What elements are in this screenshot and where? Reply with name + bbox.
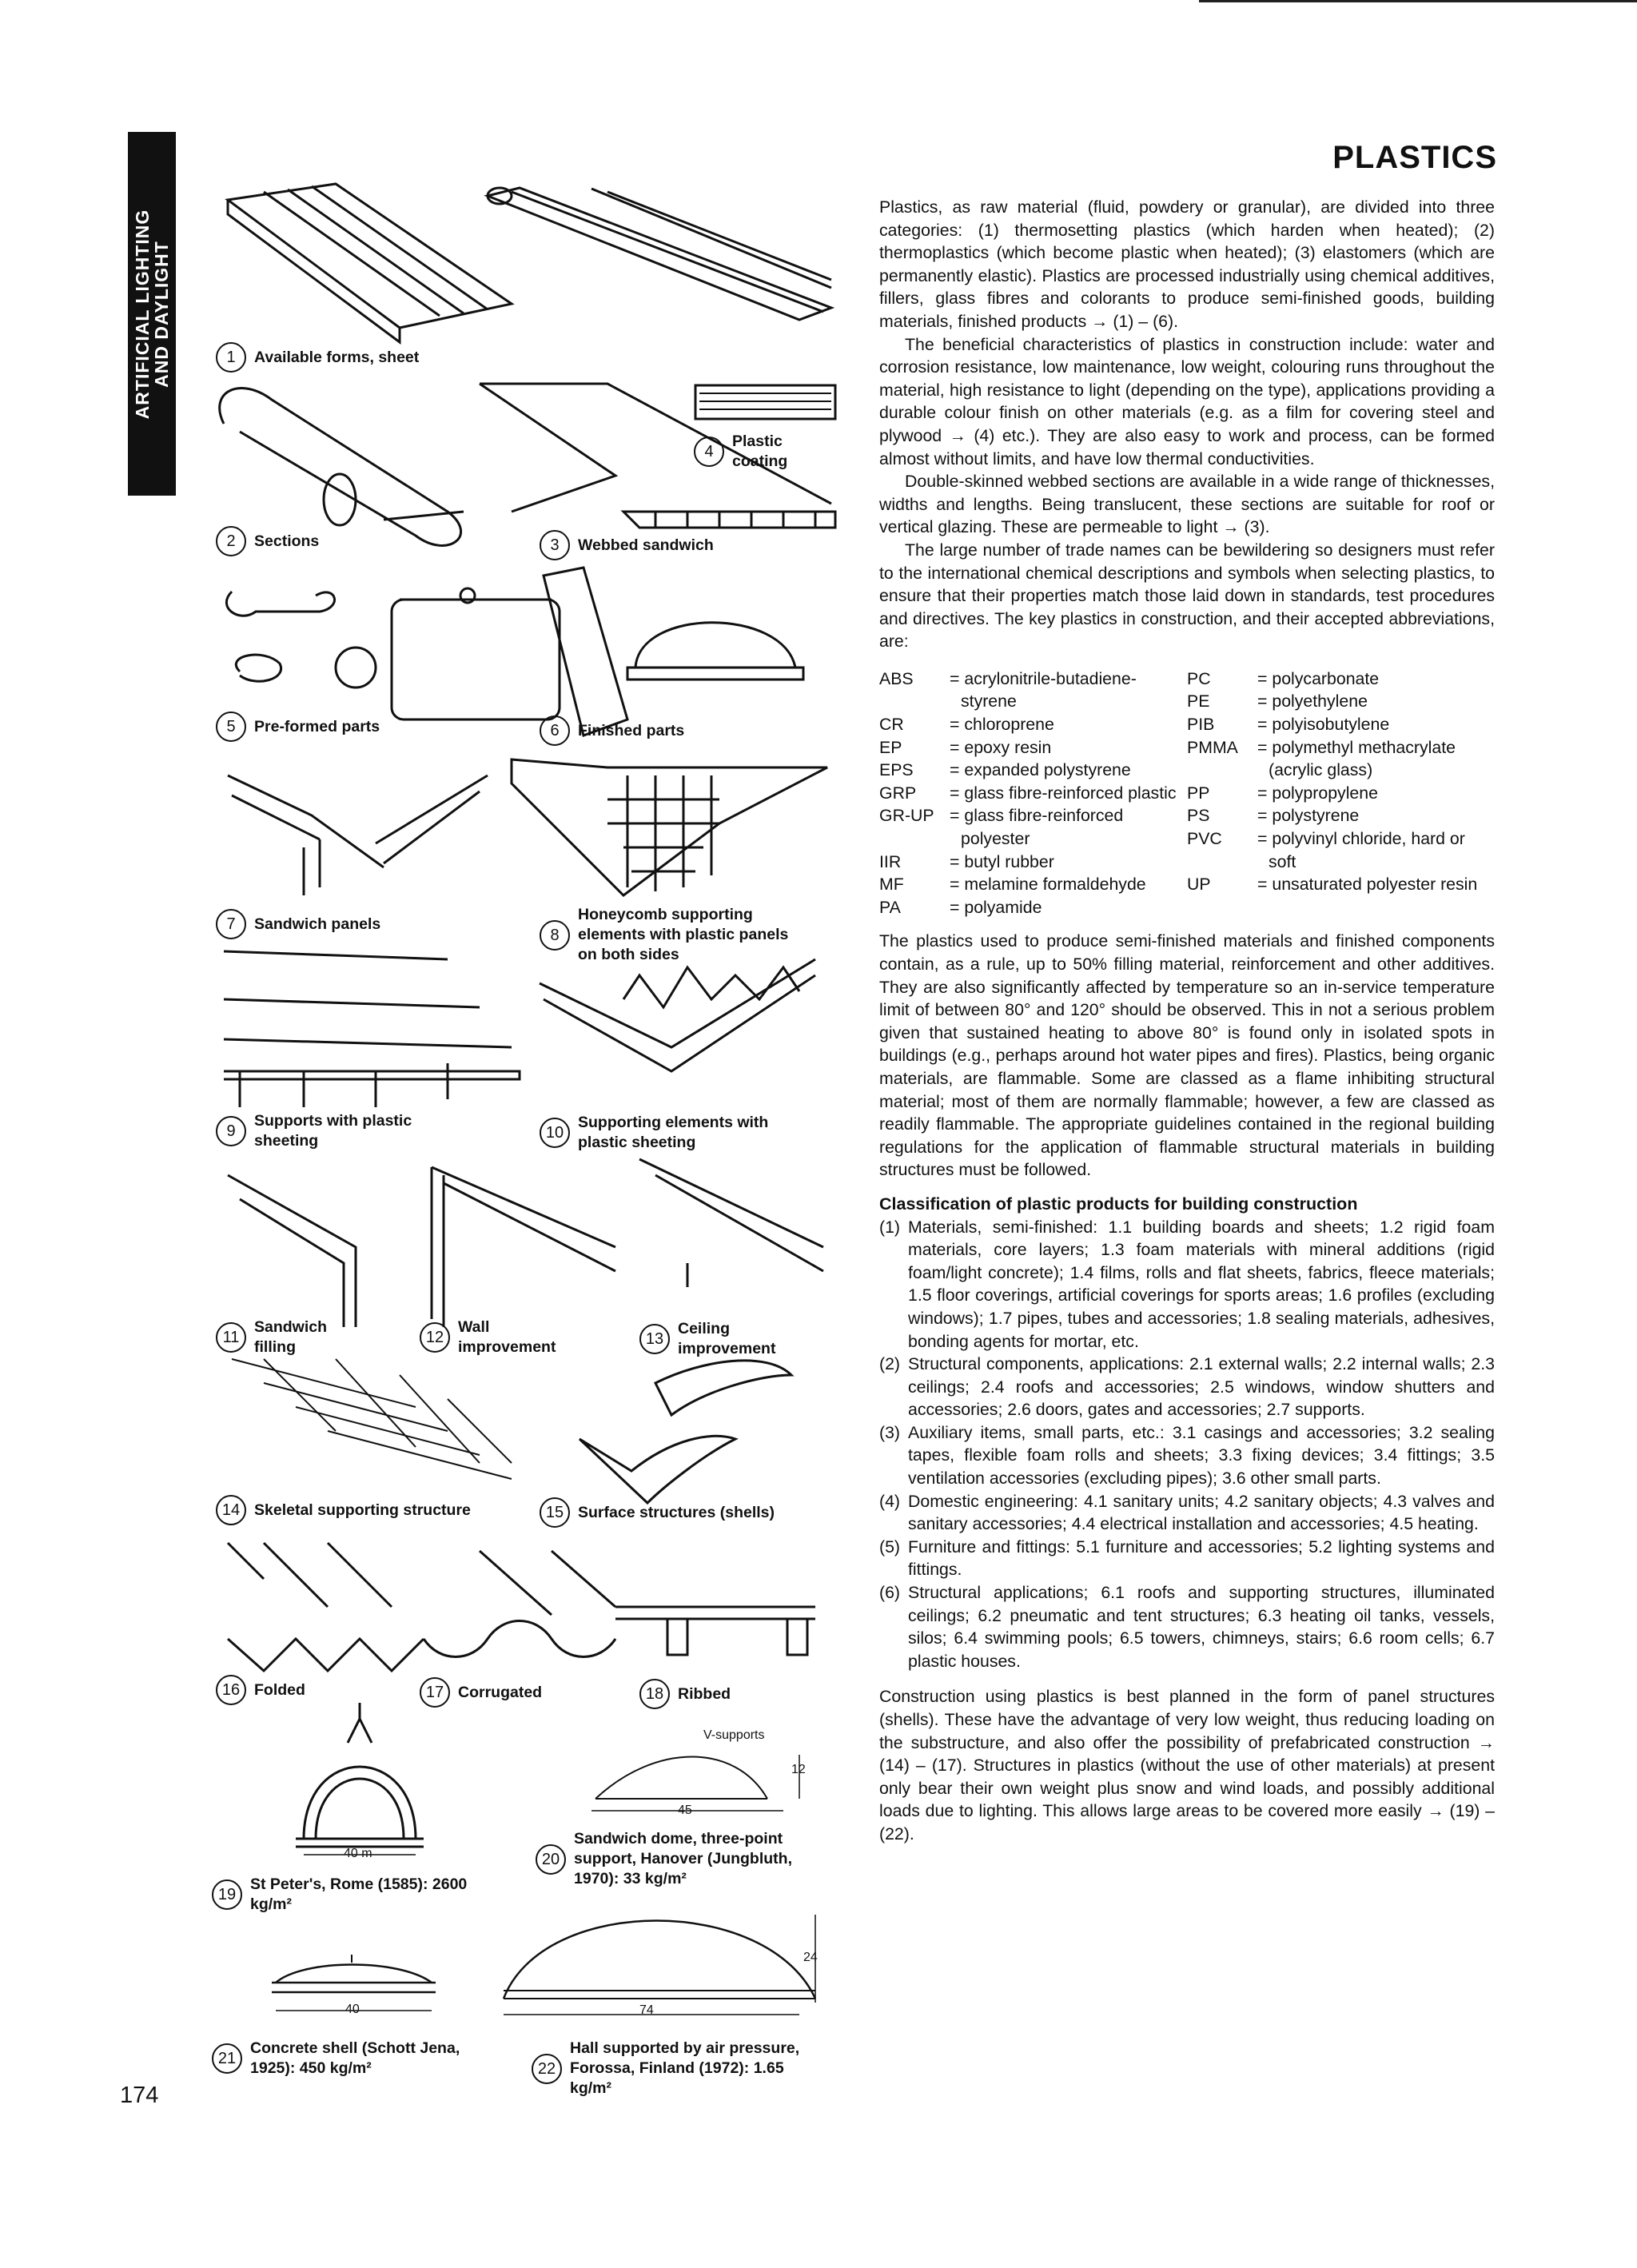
classification-number: (2) [879, 1354, 901, 1374]
page-title: PLASTICS [1332, 140, 1497, 175]
abbreviation-code: PMMA [1187, 737, 1238, 757]
fig21-caption [212, 2039, 506, 2079]
fig16-caption [216, 1675, 305, 1705]
fig13-label: Ceiling improvement [678, 1320, 776, 1357]
classification-list [879, 1216, 1495, 1673]
fig10-number: 10 [540, 1118, 570, 1148]
fig10-label: Supporting elements with plastic sheeting [578, 1114, 769, 1151]
abbr-right-row [1187, 804, 1495, 827]
fig3-caption [540, 530, 714, 560]
fig13-number: 13 [639, 1324, 670, 1354]
fig17-label: Corrugated [458, 1683, 543, 1701]
abbreviation-code: PA [879, 897, 901, 917]
fig20-caption [536, 1829, 798, 1889]
abbr-left-row [879, 782, 1187, 805]
abbreviations-left [879, 668, 1187, 919]
fig8-caption [540, 905, 794, 965]
fig22-caption [532, 2039, 810, 2099]
fig9-label: Supports with plastic sheeting [254, 1112, 412, 1150]
abbreviation-code: PE [1187, 692, 1210, 711]
fig12-number: 12 [420, 1322, 450, 1353]
fig22-label: Hall supported by air pressure, Forossa, Finland (1972): 1.65 kg/m² [570, 2039, 800, 2097]
abbreviation-meaning: = polyethylene [1257, 692, 1368, 711]
intro-para-2: The beneficial characteristics of plastics in construction include: water and corrosion resistance, low maintenance, low weight, colouring runs throughout the material, high resistance to light (depending on the type), applications providing a durable colour finish on other materials (e.g. as a film for covering steel and plywood → (4) etc.). They are also easy to work and process, can be formed almost without limits, and have low thermal conductivities. [879, 334, 1495, 468]
fig20-dome-drawing [591, 1755, 799, 1811]
classification-item [879, 1536, 1495, 1581]
intro-para-3: Double-skinned webbed sections are available in a wide range of thicknesses, widths and lengths. Being translucent, these sections are suitable for roof or vertical glazing. These are permeable to light → (3). [879, 472, 1495, 537]
abbreviation-code: PVC [1187, 829, 1222, 849]
abbr-right-row [1187, 668, 1495, 691]
fig7-label: Sandwich panels [254, 915, 381, 933]
classification-item [879, 1421, 1495, 1490]
abbreviation-code: PP [1187, 783, 1210, 803]
abbreviation-meaning: = polymethyl methacrylate (acrylic glass) [1257, 737, 1456, 780]
fig7-sandwich-panels-drawing [228, 775, 488, 895]
abbreviation-code: UP [1187, 875, 1211, 895]
classification-text: Furniture and fittings: 5.1 furniture and accessories; 5.2 lighting systems and fittings. [908, 1537, 1495, 1580]
abbreviation-code: ABS [879, 668, 914, 688]
fig19-number: 19 [212, 1879, 242, 1910]
abbreviation-code: CR [879, 715, 904, 735]
top-rule [1199, 0, 1637, 2]
abbr-left-row [879, 759, 1187, 782]
fig22-hall-drawing [504, 1915, 815, 2015]
final-para: Construction using plastics is best planned in the form of panel structures (shells). These have the advantage of very low weight, thus reducing loading on the substructure, and also offer the possibility of prefabricated construction → (14) – (17). Structures in plastics (without the use of other materials) at present only bear their own weight plus snow and wind loads, and possibly additional loads due to lighting. This allows large areas to be covered more easily → (19) – (22). [879, 1687, 1495, 1843]
abbr-left-row [879, 668, 1187, 713]
abbreviation-code: PC [1187, 668, 1211, 688]
abbreviation-code: GR-UP [879, 806, 934, 826]
fig9-caption [216, 1111, 430, 1151]
classification-number: (1) [879, 1217, 901, 1237]
fig20-span-dim: 45 [678, 1804, 692, 1817]
fig22-span-dim: 74 [639, 2003, 654, 2017]
fig1-caption [216, 342, 419, 373]
fig1-sheet-drawing [228, 184, 831, 342]
fig9-number: 9 [216, 1116, 246, 1146]
abbr-left-row [879, 896, 1187, 919]
abbreviation-meaning: = polycarbonate [1257, 668, 1380, 688]
abbreviation-meaning: = glass fibre-reinforced polyester [950, 806, 1124, 849]
fig8-honeycomb-drawing [512, 759, 827, 895]
fig21-number: 21 [212, 2043, 242, 2074]
classification-item [879, 1581, 1495, 1672]
fig11-label: Sandwich filling [254, 1318, 328, 1356]
fig22-height-dim: 24 [803, 1951, 818, 1964]
abbreviation-meaning: = expanded polystyrene [950, 760, 1131, 780]
abbreviations-right [1187, 668, 1495, 919]
fig20-label: Sandwich dome, three-point support, Hanover (Jungbluth, 1970): 33 kg/m² [574, 1830, 792, 1887]
abbreviation-meaning: = melamine formaldehyde [950, 875, 1146, 895]
abbreviation-meaning: = polyamide [950, 897, 1042, 917]
fig14-caption [216, 1495, 471, 1525]
abbr-left-row [879, 851, 1187, 874]
section-tab-line1: ARTIFICIAL LIGHTING [132, 209, 153, 420]
fig19-dome-drawing [296, 1703, 424, 1855]
abbreviation-meaning: = polyvinyl chloride, hard or soft [1257, 829, 1465, 871]
classification-text: Materials, semi-finished: 1.1 building boards and sheets; 1.2 rigid foam materials, core layers; 1.3 foam materials with mineral additions (rigid foam/light concrete); 1.4 films, rolls and flat sheets, fabrics, fleece materials; 1.5 floor coverings, artificial coverings for sports areas; 1.6 profiles (excluding windows); 1.7 pipes, tubes and accessories; 1.8 sealing materials, adhesives, bonding agents for mortar, etc. [908, 1217, 1495, 1351]
fig4-caption [694, 432, 804, 472]
abbreviation-code: GRP [879, 783, 917, 803]
intro-para-1: Plastics, as raw material (fluid, powdery or granular), are divided into three categories: (1) thermosetting plastics (which harden when heated); (2) thermoplastics (which become plastic when heated); (3) elastomers (which are permanently elastic). Plastics are processed industrially using chemical additives, fillers, glass fibres and colorants to produce semi-finished goods, building materials, finished products → (1) – (6). [879, 197, 1495, 331]
classification-number: (4) [879, 1491, 901, 1511]
fig21-label: Concrete shell (Schott Jena, 1925): 450 kg/m² [250, 2039, 460, 2077]
classification-item [879, 1353, 1495, 1421]
fig15-label: Surface structures (shells) [578, 1503, 775, 1521]
fig11-number: 11 [216, 1322, 246, 1353]
classification-text: Structural applications; 6.1 roofs and supporting structures, illuminated ceilings; 6.2 pneumatic and tent structures; 6.3 heating oil tanks, vessels, silos; 6.4 swimming pools; 6.5 towers, chimneys, stairs; 6.6 room cells; 6.7 plastic houses. [908, 1583, 1495, 1671]
fig19-span-dim: 40 m [344, 1847, 372, 1860]
abbreviation-meaning: = chloroprene [950, 715, 1054, 735]
fig5-number: 5 [216, 711, 246, 742]
fig16-18-drawing [228, 1543, 815, 1671]
fig10-supports-drawing [540, 959, 815, 1071]
fig2-number: 2 [216, 526, 246, 556]
fig5-label: Pre-formed parts [254, 717, 380, 735]
fig6-finished-drawing [544, 568, 803, 735]
abbr-right-row [1187, 690, 1495, 713]
fig11-13-drawing [228, 1159, 823, 1327]
classification-text: Structural components, applications: 2.1 external walls; 2.2 internal walls; 2.3 ceilings; 2.4 roofs and accessories; 2.5 windows, window shutters and accessories; 2.6 doors, gates and accessories; 2.7 supports. [908, 1354, 1495, 1420]
semi-finished-para: The plastics used to produce semi-finished materials and finished components contain, as a rule, up to 50% filling material, reinforcement and other additives. They are also significantly affected by temperature so an in-service temperature limit of between 80° and 120° should be observed. This in not a serious problem given that sustained heating to above 80° is found only in isolated spots in buildings (e.g., perhaps around hot water pipes and fires). Plastics, being organic materials, are flammable. Some are classed as a flame inhibiting structural material; most of them are normally flammable; however, a few are classed as readily flammable. The appropriate guidelines contained in the regional building regulations for the application of flammable structural materials in building structures must be followed. [879, 931, 1495, 1180]
fig2-caption [216, 526, 319, 556]
fig12-label: Wall improvement [458, 1318, 556, 1356]
fig4-label: Plastic coating [732, 432, 788, 470]
abbreviation-meaning: = polyisobutylene [1257, 715, 1390, 735]
fig18-label: Ribbed [678, 1684, 731, 1703]
abbr-right-row [1187, 873, 1495, 896]
fig6-number: 6 [540, 715, 570, 746]
fig19-label: St Peter's, Rome (1585): 2600 kg/m² [250, 1875, 468, 1913]
abbreviation-code: MF [879, 875, 904, 895]
classification-text: Domestic engineering: 4.1 sanitary units; 4.2 sanitary objects; 4.3 valves and sanitary accessories; 4.4 electrical installation and accessories; 4.5 heating. [908, 1491, 1495, 1534]
v-supports-label: V-supports [703, 1728, 765, 1742]
fig3-label: Webbed sandwich [578, 536, 714, 554]
abbreviation-meaning: = unsaturated polyester resin [1257, 875, 1478, 895]
abbr-left-row [879, 873, 1187, 896]
fig13-caption [639, 1319, 798, 1359]
fig11-caption [216, 1317, 342, 1357]
fig7-number: 7 [216, 909, 246, 939]
intro-para-4: The large number of trade names can be bewildering so designers must refer to the international chemical descriptions and symbols when selecting plastics, to ensure that their properties match those laid down in standards, test procedures and directives. The key plastics in construction, and their accepted abbreviations, are: [879, 540, 1495, 652]
abbr-right-row [1187, 782, 1495, 805]
fig18-caption [639, 1679, 731, 1709]
abbreviation-code: EPS [879, 760, 914, 780]
fig16-number: 16 [216, 1675, 246, 1705]
abbreviations-table [879, 668, 1495, 919]
fig14-label: Skeletal supporting structure [254, 1501, 471, 1519]
fig3-number: 3 [540, 530, 570, 560]
abbr-left-row [879, 804, 1187, 850]
fig3-webbed-drawing [623, 512, 835, 528]
fig15-number: 15 [540, 1497, 570, 1528]
abbreviation-code: EP [879, 737, 902, 757]
fig6-label: Finished parts [578, 721, 685, 739]
classification-number: (6) [879, 1583, 901, 1603]
fig1-label: Available forms, sheet [254, 348, 420, 366]
fig5-preformed-drawing [226, 588, 560, 719]
abbreviation-meaning: = acrylonitrile-butadiene-styrene [950, 668, 1137, 711]
classification-text: Auxiliary items, small parts, etc.: 3.1 casings and accessories; 3.2 sealing tapes, flexible foam rolls and sheets; 3.3 fixing devices; 3.4 fittings; 3.5 ventilation accessories (excluding pipes); 3.6 other small parts. [908, 1422, 1495, 1489]
fig18-number: 18 [639, 1679, 670, 1709]
abbreviation-meaning: = polystyrene [1257, 806, 1360, 826]
fig2-label: Sections [254, 532, 320, 550]
fig6-caption [540, 715, 684, 746]
fig9-supports-drawing [224, 951, 520, 1107]
fig17-number: 17 [420, 1677, 450, 1708]
classification-number: (3) [879, 1422, 901, 1442]
fig7-caption [216, 909, 380, 939]
classification-heading: Classification of plastic products for building construction [879, 1194, 1358, 1214]
fig16-label: Folded [254, 1680, 305, 1699]
fig10-caption [540, 1113, 818, 1153]
fig20-number: 20 [536, 1844, 566, 1875]
fig12-caption [420, 1317, 570, 1357]
fig8-label: Honeycomb supporting elements with plastic panels on both sides [578, 906, 789, 963]
fig14-number: 14 [216, 1495, 246, 1525]
fig4-number: 4 [694, 436, 724, 467]
text-column [879, 196, 1495, 1846]
section-tab-line2: AND DAYLIGHT [151, 241, 172, 388]
fig22-number: 22 [532, 2054, 562, 2084]
abbreviation-code: IIR [879, 851, 902, 871]
classification-item [879, 1490, 1495, 1536]
abbr-right-row [1187, 713, 1495, 736]
fig17-caption [420, 1677, 542, 1708]
classification-item [879, 1216, 1495, 1353]
abbreviation-meaning: = glass fibre-reinforced plastic [950, 783, 1177, 803]
page-number: 174 [120, 2083, 159, 2108]
fig5-caption [216, 711, 380, 742]
fig15-shells-drawing [580, 1361, 791, 1503]
fig1-number: 1 [216, 342, 246, 373]
abbr-right-row [1187, 827, 1495, 873]
abbreviation-code: PIB [1187, 715, 1215, 735]
abbr-right-row [1187, 736, 1495, 782]
fig8-number: 8 [540, 920, 570, 951]
fig20-height-dim: 12 [791, 1763, 806, 1776]
fig4-coating-drawing [695, 385, 835, 419]
abbreviation-meaning: = polypropylene [1257, 783, 1378, 803]
fig19-caption [212, 1875, 506, 1915]
abbreviation-code: PS [1187, 806, 1210, 826]
fig21-span-dim: 40 [345, 2003, 360, 2016]
abbreviation-meaning: = epoxy resin [950, 737, 1052, 757]
abbr-left-row [879, 713, 1187, 736]
abbreviation-meaning: = butyl rubber [950, 851, 1054, 871]
fig14-skeletal-drawing [232, 1359, 512, 1479]
fig15-caption [540, 1497, 775, 1528]
classification-number: (5) [879, 1537, 901, 1557]
abbr-left-row [879, 736, 1187, 759]
